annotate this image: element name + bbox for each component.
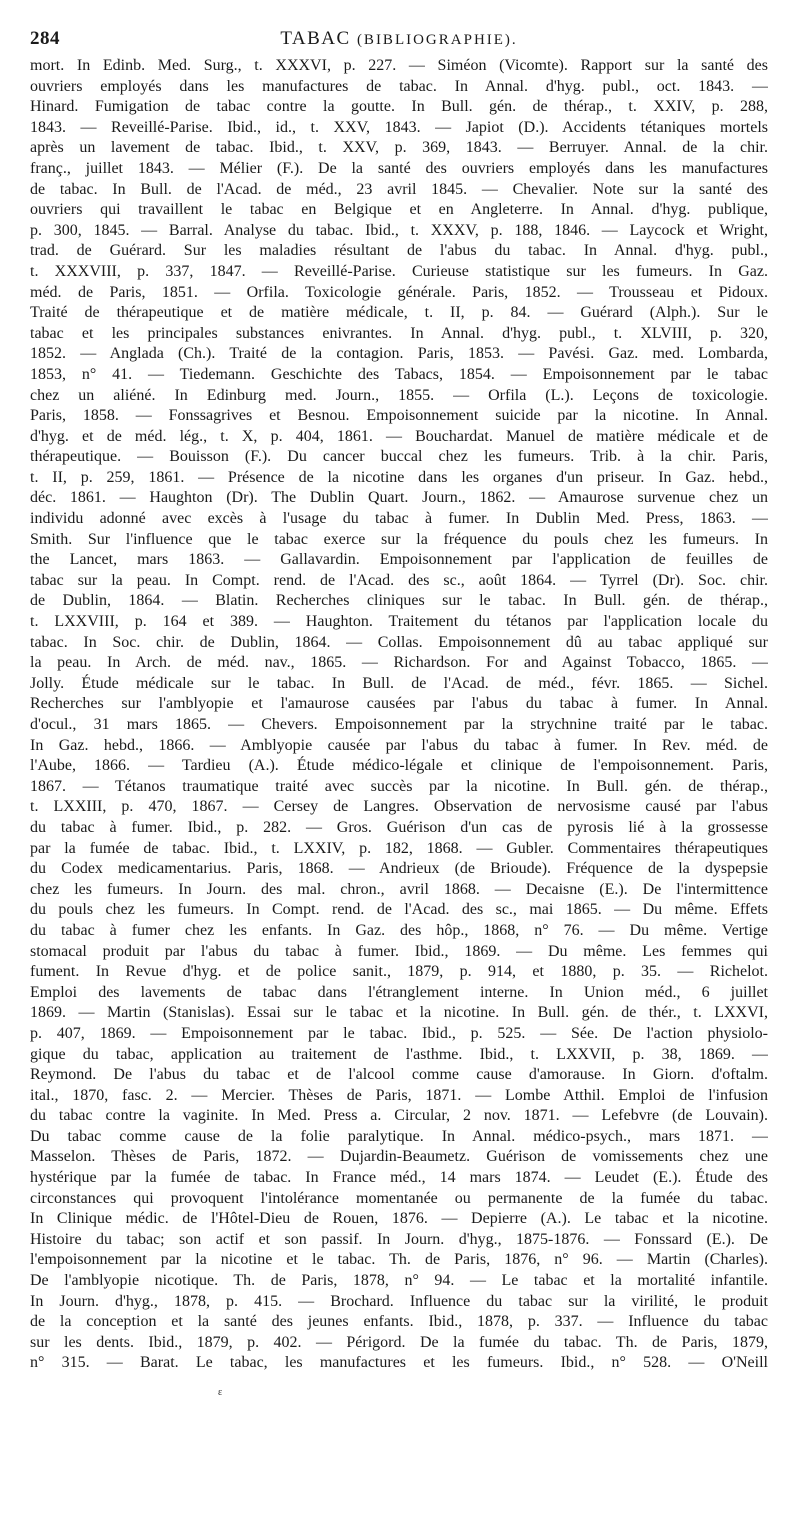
text-line: ital., 1870, fasc. 2. — Mercier. Thèses de Paris, 1871. — Lombe Atthil. Emploi de l'infusion bbox=[30, 1086, 768, 1104]
text-line: trad. de Guérard. Sur les maladies résultant de l'abus du tabac. In Annal. d'hyg. publ., bbox=[30, 242, 768, 260]
text-line: individu adonné avec excès à l'usage du tabac à fumer. In Dublin Med. Press, 1863. — bbox=[30, 510, 768, 528]
text-line: In Clinique médic. de l'Hôtel-Dieu de Rouen, 1876. — Depierre (A.). Le tabac et la nicotine. bbox=[30, 1210, 768, 1228]
text-line: du tabac contre la vaginite. In Med. Press a. Circular, 2 nov. 1871. — Lefebvre (de Louvain). bbox=[30, 1107, 768, 1125]
text-line: t. II, p. 259, 1861. — Présence de la nicotine dans les organes d'un priseur. In Gaz. hebd., bbox=[30, 468, 768, 486]
text-line: l'empoisonnement par la nicotine et le tabac. Th. de Paris, 1876, n° 96. — Martin (Charles). bbox=[30, 1251, 768, 1269]
text-line: l'Aube, 1866. — Tardieu (A.). Étude médico-légale et clinique de l'empoisonnement. Paris, bbox=[30, 757, 768, 775]
text-line: Paris, 1858. — Fonssagrives et Besnou. Empoisonnement suicide par la nicotine. In Annal. bbox=[30, 407, 768, 425]
text-line: 1852. — Anglada (Ch.). Traité de la contagion. Paris, 1853. — Pavési. Gaz. med. Lombarda, bbox=[30, 345, 768, 363]
text-line: ouvriers employés dans les manufactures de tabac. In Annal. d'hyg. publ., oct. 1843. — bbox=[30, 77, 768, 95]
text-line: d'ocul., 31 mars 1865. — Chevers. Empoisonnement par la strychnine traité par le tabac. bbox=[30, 716, 768, 733]
text-line: the Lancet, mars 1863. — Gallavardin. Empoisonnement par l'application de feuilles de bbox=[30, 551, 768, 569]
text-line: t. LXXIII, p. 470, 1867. — Cersey de Langres. Observation de nervosisme causé par l'abus bbox=[30, 798, 768, 816]
text-line: Reymond. De l'abus du tabac et de l'alcool comme cause d'amorause. In Giorn. d'oftalm. bbox=[30, 1066, 768, 1084]
running-head bbox=[30, 22, 768, 56]
text-line: déc. 1861. — Haughton (Dr). The Dublin Quart. Journ., 1862. — Amaurose survenue chez un bbox=[30, 489, 768, 507]
text-line: mort. In Edinb. Med. Surg., t. XXXVI, p. 227. — Siméon (Vicomte). Rapport sur la santé des bbox=[30, 57, 768, 74]
text-line: tabac sur la peau. In Compt. rend. de l'Acad. des sc., août 1864. — Tyrrel (Dr). Soc. chir. bbox=[30, 571, 768, 589]
text-line: chez les fumeurs. In Journ. des mal. chron., avril 1868. — Decaisne (E.). De l'intermittence bbox=[30, 880, 768, 898]
text-line: par la fumée de tabac. Ibid., t. LXXIV, p. 182, 1868. — Gubler. Commentaires thérapeutiques bbox=[30, 839, 768, 857]
text-line: de la conception et la santé des jeunes enfants. Ibid., 1878, p. 337. — Influence du tabac bbox=[30, 1313, 768, 1331]
text-line: p. 300, 1845. — Barral. Analyse du tabac. Ibid., t. XXXV, p. 188, 1846. — Laycock et Wright, bbox=[30, 221, 768, 239]
bibliography-text bbox=[30, 56, 768, 1374]
text-line: 1867. — Tétanos traumatique traité avec succès par la nicotine. In Bull. gén. de thérap., bbox=[30, 777, 768, 795]
text-line: de Dublin, 1864. — Blatin. Recherches cliniques sur le tabac. In Bull. gén. de thérap., bbox=[30, 592, 768, 610]
text-line: Jolly. Étude médicale sur le tabac. In Bull. de l'Acad. de méd., févr. 1865. — Sichel. bbox=[30, 674, 768, 692]
text-line: Masselon. Thèses de Paris, 1872. — Dujardin-Beaumetz. Guérison de vomissements chez une bbox=[30, 1148, 768, 1166]
text-line: Histoire du tabac; son actif et son passif. In Journ. d'hyg., 1875-1876. — Fonssard (E.). De bbox=[30, 1230, 768, 1248]
text-line: Recherches sur l'amblyopie et l'amaurose causées par l'abus du tabac à fumer. In Annal. bbox=[30, 695, 768, 713]
text-line: De l'amblyopie nicotique. Th. de Paris, 1878, n° 94. — Le tabac et la mortalité infantile. bbox=[30, 1272, 768, 1290]
text-line: tabac et les principales substances enivrantes. In Annal. d'hyg. publ., t. XLVIII, p. 320, bbox=[30, 324, 768, 342]
text-line: d'hyg. et de méd. lég., t. X, p. 404, 1861. — Bouchardat. Manuel de matière médicale et de bbox=[30, 427, 768, 445]
text-line: thérapeutique. — Bouisson (F.). Du cancer buccal chez les fumeurs. Trib. à la chir. Paris, bbox=[30, 448, 768, 466]
book-page bbox=[30, 22, 768, 1374]
text-line: chez un aliéné. In Edinburg med. Journ., 1855. — Orfila (L.). Leçons de toxicologie. bbox=[30, 386, 768, 404]
stray-mark: ɛ bbox=[218, 1387, 223, 1398]
text-line: fument. In Revue d'hyg. et de police sanit., 1879, p. 914, et 1880, p. 35. — Richelot. bbox=[30, 963, 768, 981]
text-line: t. LXXVIII, p. 164 et 389. — Haughton. Traitement du tétanos par l'application locale du bbox=[30, 613, 768, 631]
text-line: franç., juillet 1843. — Mélier (F.). De la santé des ouvriers employés dans les manufactures bbox=[30, 159, 768, 177]
page-title bbox=[30, 28, 768, 50]
text-line: 1869. — Martin (Stanislas). Essai sur le tabac et la nicotine. In Bull. gén. de thér., t. LXXVI, bbox=[30, 1004, 768, 1022]
text-line: ouvriers qui travaillent le tabac en Belgique et en Angleterre. In Annal. d'hyg. publique, bbox=[30, 201, 768, 219]
text-line: la peau. In Arch. de méd. nav., 1865. — Richardson. For and Against Tobacco, 1865. — bbox=[30, 654, 768, 672]
text-line: Smith. Sur l'influence que le tabac exerce sur la fréquence du pouls chez les fumeurs. In bbox=[30, 530, 768, 548]
text-line: 1853, n° 41. — Tiedemann. Geschichte des Tabacs, 1854. — Empoisonnement par le tabac bbox=[30, 365, 768, 383]
text-line: du tabac à fumer. Ibid., p. 282. — Gros. Guérison d'un cas de pyrosis lié à la grossesse bbox=[30, 818, 768, 836]
title-sub: (BIBLIOGRAPHIE). bbox=[356, 32, 518, 48]
text-line: circonstances qui provoquent l'intolérance momentanée ou permanente de la fumée du tabac. bbox=[30, 1189, 768, 1207]
text-line: gique du tabac, application au traitement de l'asthme. Ibid., t. LXXVII, p. 38, 1869. — bbox=[30, 1045, 768, 1063]
text-line: t. XXXVIII, p. 337, 1847. — Reveillé-Parise. Curieuse statistique sur les fumeurs. In Gaz. bbox=[30, 262, 768, 280]
text-line: méd. de Paris, 1851. — Orfila. Toxicologie générale. Paris, 1852. — Trousseau et Pidoux. bbox=[30, 283, 768, 301]
text-line: du Codex medicamentarius. Paris, 1868. — Andrieux (de Brioude). Fréquence de la dyspepsie bbox=[30, 860, 768, 878]
text-line: Emploi des lavements de tabac dans l'étranglement interne. In Union méd., 6 juillet bbox=[30, 983, 768, 1001]
text-line: 1843. — Reveillé-Parise. Ibid., id., t. XXV, 1843. — Japiot (D.). Accidents tétaniques mortels bbox=[30, 118, 768, 136]
text-line: du pouls chez les fumeurs. In Compt. rend. de l'Acad. des sc., mai 1865. — Du même. Effets bbox=[30, 901, 768, 919]
text-line: p. 407, 1869. — Empoisonnement par le tabac. Ibid., p. 525. — Sée. De l'action physiolo- bbox=[30, 1024, 768, 1042]
text-line: hystérique par la fumée de tabac. In France méd., 14 mars 1874. — Leudet (E.). Étude des bbox=[30, 1169, 768, 1187]
text-line: Traité de thérapeutique et de matière médicale, t. II, p. 84. — Guérard (Alph.). Sur le bbox=[30, 304, 768, 322]
text-line: de tabac. In Bull. de l'Acad. de méd., 23 avril 1845. — Chevalier. Note sur la santé des bbox=[30, 180, 768, 198]
text-line: Du tabac comme cause de la folie paralytique. In Annal. médico-psych., mars 1871. — bbox=[30, 1127, 768, 1145]
text-line: Hinard. Fumigation de tabac contre la goutte. In Bull. gén. de thérap., t. XXIV, p. 288, bbox=[30, 98, 768, 116]
text-line: après un lavement de tabac. Ibid., t. XXV, p. 369, 1843. — Berruyer. Annal. de la chir. bbox=[30, 139, 768, 157]
page-number: 284 bbox=[30, 28, 60, 49]
text-line: tabac. In Soc. chir. de Dublin, 1864. — Collas. Empoisonnement dû au tabac appliqué sur bbox=[30, 633, 768, 651]
text-line: du tabac à fumer chez les enfants. In Gaz. des hôp., 1868, n° 76. — Du même. Vertige bbox=[30, 921, 768, 939]
text-line: sur les dents. Ibid., 1879, p. 402. — Périgord. De la fumée du tabac. Th. de Paris, 1879, bbox=[30, 1333, 768, 1351]
text-line: stomacal produit par l'abus du tabac à fumer. Ibid., 1869. — Du même. Les femmes qui bbox=[30, 942, 768, 960]
text-line: n° 315. — Barat. Le tabac, les manufactures et les fumeurs. Ibid., n° 528. — O'Neill bbox=[30, 1354, 768, 1372]
title-main: TABAC bbox=[280, 28, 351, 49]
text-line: In Gaz. hebd., 1866. — Amblyopie causée par l'abus du tabac à fumer. In Rev. méd. de bbox=[30, 736, 768, 754]
text-line: In Journ. d'hyg., 1878, p. 415. — Brochard. Influence du tabac sur la virilité, le produit bbox=[30, 1292, 768, 1310]
